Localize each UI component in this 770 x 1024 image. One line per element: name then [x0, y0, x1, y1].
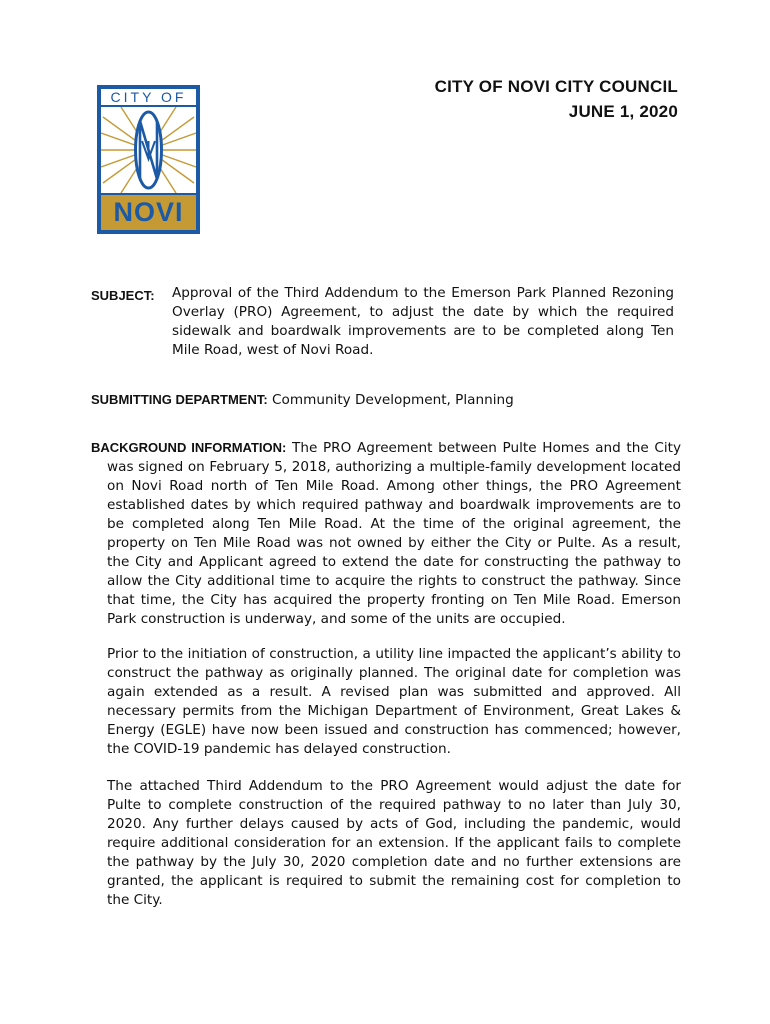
submitting-department: [91, 390, 691, 410]
submitting-department-label: SUBMITTING DEPARTMENT:: [91, 392, 268, 407]
background-paragraph-1-text: The PRO Agreement between Pulte Homes and the City was signed on February 5, 2018, authorizing a multiple-family development located on Novi Road north of Ten Mile Road. Among other things, the PRO Agreement established dates by which required pathway and boardwalk improvements are to be completed along Ten Mile Road. At the time of the original agreement, the property on Ten Mile Road was not owned by either the City or Pulte. As a result, the City and Applicant agreed to extend the date for constructing the pathway to allow the City additional time to acquire the rights to construct the pathway. Since that time, the City has acquired the property fronting on Ten Mile Road. Emerson Park construction is underway, and some of the units are occupied.: [107, 440, 681, 627]
header-meeting-date: JUNE 1, 2020: [568, 102, 678, 121]
subject-text: Approval of the Third Addendum to the Emerson Park Planned Rezoning Overlay (PRO) Agreement, to adjust the date by which the required sidewalk and boardwalk improvements are to be completed along Ten Mile Road, west of Novi Road.: [172, 285, 674, 358]
background-label: BACKGROUND INFORMATION:: [91, 440, 287, 455]
city-of-novi-logo: [97, 85, 200, 234]
subject-label: SUBJECT:: [91, 288, 155, 303]
logo-emblem-icon: [101, 107, 196, 193]
background-information: [91, 438, 681, 629]
header-council-title: CITY OF NOVI CITY COUNCIL: [434, 77, 678, 96]
logo-top-text: CITY OF: [101, 89, 196, 105]
document-header: [435, 74, 678, 124]
background-paragraph-2: Prior to the initiation of construction, a utility line impacted the applicant’s ability to construct the pathway as originally planned. The original date for completion was again extended as a result. A revised plan was submitted and approved. All necessary permits from the Michigan Department of Environment, Great Lakes & Energy (EGLE) have now been issued and construction has commenced; however, the COVID-19 pandemic has delayed construction.: [107, 646, 681, 757]
submitting-department-value: Community Development, Planning: [272, 392, 514, 408]
background-paragraph-1: [91, 438, 681, 629]
logo-bottom-text: NOVI: [101, 195, 196, 230]
background-paragraph-3: The attached Third Addendum to the PRO Agreement would adjust the date for Pulte to complete construction of the required pathway to no later than July 30, 2020. Any further delays caused by acts of God, including the pandemic, would require additional consideration for an extension. If the applicant fails to complete the pathway by the July 30, 2020 completion date and no further extensions are granted, the applicant is required to submit the remaining cost for completion to the City.: [107, 778, 681, 908]
